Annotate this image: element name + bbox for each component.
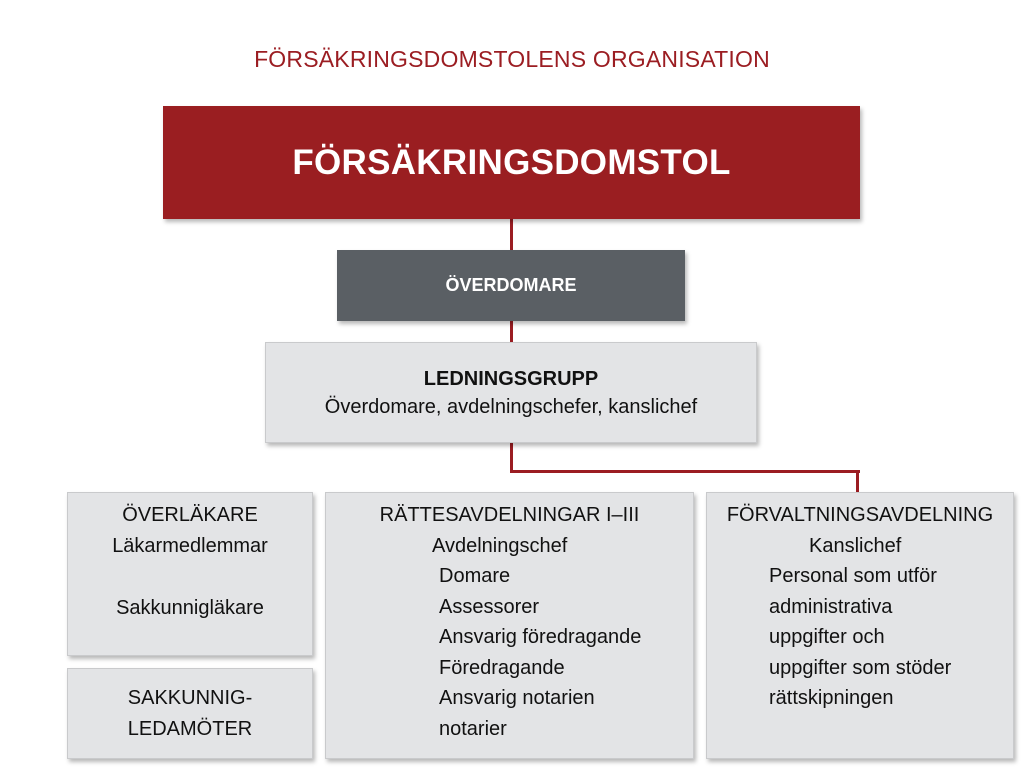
connector-management-down bbox=[510, 443, 513, 472]
connector-to-administration bbox=[856, 470, 859, 492]
connector-horizontal bbox=[510, 470, 860, 473]
management-members: Överdomare, avdelningschefer, kanslichef bbox=[324, 395, 698, 418]
court-box bbox=[163, 106, 860, 219]
physicians-line-2: Sakkunnigläkare bbox=[116, 597, 264, 619]
expert-members-box bbox=[67, 668, 313, 759]
physicians-heading: ÖVERLÄKARE bbox=[122, 504, 258, 526]
list-item: rättskipningen bbox=[769, 687, 894, 709]
list-item: uppgifter som stöder bbox=[769, 656, 952, 679]
physicians-box bbox=[67, 492, 313, 656]
list-item: Ansvarig föredragande bbox=[439, 626, 642, 648]
law-divisions-box bbox=[325, 492, 694, 759]
physicians-line-1: Läkarmedlemmar bbox=[112, 535, 268, 557]
chief-judge-box bbox=[337, 250, 685, 321]
expert-members-line-2: LEDAMÖTER bbox=[127, 717, 253, 740]
list-item: Personal som utför bbox=[769, 565, 937, 587]
management-heading: LEDNINGSGRUPP bbox=[423, 367, 599, 390]
list-item: Domare bbox=[439, 565, 511, 587]
law-divisions-heading: RÄTTESAVDELNINGAR I–III bbox=[379, 504, 640, 526]
connector-main-to-judge bbox=[510, 219, 513, 250]
list-item: uppgifter och bbox=[769, 626, 885, 648]
management-group-box bbox=[265, 342, 757, 443]
list-item: administrativa bbox=[769, 595, 893, 618]
list-item: Föredragande bbox=[439, 656, 565, 679]
chief-judge-label: ÖVERDOMARE bbox=[445, 275, 577, 295]
list-item: Ansvarig notarien bbox=[439, 687, 595, 709]
expert-members-line-1: SAKKUNNIG- bbox=[127, 686, 253, 709]
administration-heading: FÖRVALTNINGSAVDELNING bbox=[726, 504, 994, 526]
list-item: Assessorer bbox=[439, 595, 540, 618]
connector-judge-to-management bbox=[510, 321, 513, 342]
page-title: FÖRSÄKRINGSDOMSTOLENS ORGANISATION bbox=[254, 46, 770, 72]
administration-box bbox=[706, 492, 1014, 759]
court-label: FÖRSÄKRINGSDOMSTOL bbox=[292, 142, 731, 182]
law-divisions-chief: Avdelningschef bbox=[432, 534, 568, 557]
administration-chief: Kanslichef bbox=[809, 534, 902, 557]
list-item: notarier bbox=[439, 717, 507, 740]
